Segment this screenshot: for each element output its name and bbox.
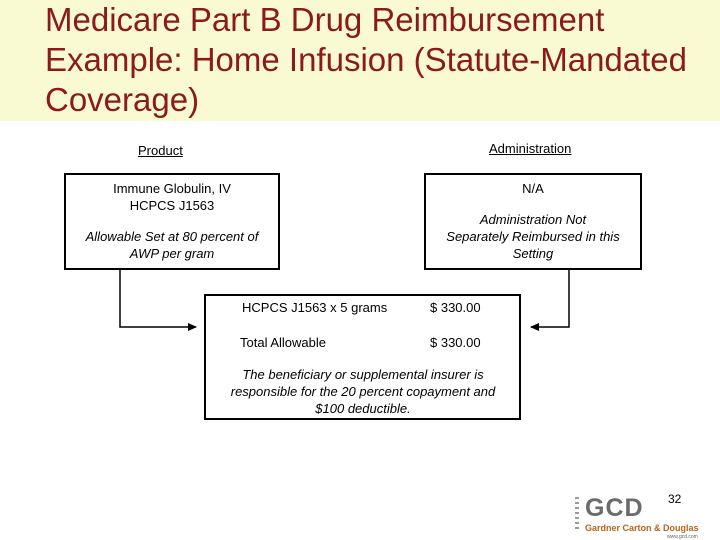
product-hcpcs-code: HCPCS J1563 (129, 198, 215, 213)
administration-to-result-arrow (531, 270, 569, 327)
product-allowable-line2: AWP per gram (129, 246, 215, 261)
product-heading: Product (138, 143, 183, 158)
administration-value: N/A (522, 181, 544, 196)
product-name: Immune Globulin, IV (113, 181, 231, 196)
calculation-value: $ 330.00 (430, 300, 481, 315)
product-to-result-arrow (120, 270, 196, 327)
total-allowable-label: Total Allowable (240, 335, 326, 350)
gcd-logo (575, 494, 720, 540)
logo-firm-name: Gardner Carton & Douglas (585, 523, 699, 533)
beneficiary-note-line1: The beneficiary or supplemental insurer is (242, 367, 484, 382)
logo-url: www.gcd.com (667, 534, 698, 540)
administration-heading: Administration (489, 141, 572, 156)
administration-note-line2: Separately Reimbursed in this (446, 229, 620, 244)
total-allowable-value: $ 330.00 (430, 335, 481, 350)
beneficiary-note-line2: responsible for the 20 percent copayment and (230, 384, 496, 399)
logo-mark: GCD (585, 494, 644, 522)
calculation-label: HCPCS J1563 x 5 grams (242, 300, 388, 315)
logo-dots (575, 497, 579, 531)
administration-note-line1: Administration Not (479, 212, 587, 227)
slide-title: Medicare Part B Drug Reimbursement Example: Home Infusion (Statute-Mandated Coverage) (45, 1, 688, 118)
administration-note-line3: Setting (512, 246, 554, 261)
product-allowable-line1: Allowable Set at 80 percent of (85, 229, 259, 244)
page-number: 32 (668, 492, 682, 506)
beneficiary-note-line3: $100 deductible. (315, 401, 411, 416)
